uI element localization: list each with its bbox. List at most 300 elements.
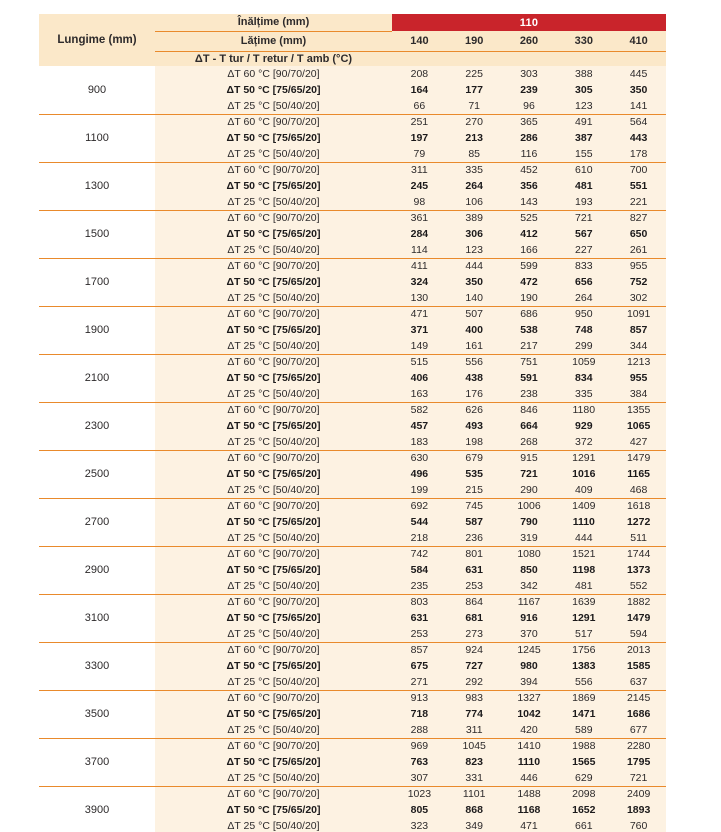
length-cell: 1700	[39, 258, 155, 306]
value-cell: 564	[611, 114, 666, 130]
value-cell: 584	[392, 562, 447, 578]
data-row	[39, 66, 666, 82]
row-label-cell: ΔT 25 °C [50/40/20]	[155, 770, 392, 786]
data-row	[39, 402, 666, 418]
value-cell: 420	[502, 722, 557, 738]
value-cell: 270	[447, 114, 502, 130]
row-label-cell: ΔT 25 °C [50/40/20]	[155, 578, 392, 594]
value-cell: 1110	[502, 754, 557, 770]
value-cell: 2098	[556, 786, 611, 802]
value-cell: 801	[447, 546, 502, 562]
value-cell: 85	[447, 146, 502, 162]
value-cell: 446	[502, 770, 557, 786]
value-cell: 535	[447, 466, 502, 482]
value-cell: 164	[392, 82, 447, 98]
value-cell: 1479	[611, 450, 666, 466]
value-cell: 1652	[556, 802, 611, 818]
value-cell: 955	[611, 370, 666, 386]
value-cell: 406	[392, 370, 447, 386]
row-label-cell: ΔT 50 °C [75/65/20]	[155, 370, 392, 386]
header-row-height	[39, 14, 666, 31]
value-cell: 221	[611, 194, 666, 210]
empty-header-cell	[556, 51, 611, 66]
row-label-cell: ΔT 60 °C [90/70/20]	[155, 354, 392, 370]
row-label-cell: ΔT 50 °C [75/65/20]	[155, 226, 392, 242]
value-cell: 864	[447, 594, 502, 610]
value-cell: 1272	[611, 514, 666, 530]
value-cell: 166	[502, 242, 557, 258]
row-label-cell: ΔT 60 °C [90/70/20]	[155, 450, 392, 466]
value-cell: 471	[392, 306, 447, 322]
value-cell: 268	[502, 434, 557, 450]
value-cell: 284	[392, 226, 447, 242]
value-cell: 2013	[611, 642, 666, 658]
value-cell: 1744	[611, 546, 666, 562]
value-cell: 1101	[447, 786, 502, 802]
value-cell: 1023	[392, 786, 447, 802]
value-cell: 123	[556, 98, 611, 114]
value-cell: 556	[447, 354, 502, 370]
row-label-cell: ΔT 50 °C [75/65/20]	[155, 706, 392, 722]
value-cell: 225	[447, 66, 502, 82]
value-cell: 752	[611, 274, 666, 290]
value-cell: 679	[447, 450, 502, 466]
value-cell: 335	[447, 162, 502, 178]
value-cell: 637	[611, 674, 666, 690]
value-cell: 1327	[502, 690, 557, 706]
value-cell: 552	[611, 578, 666, 594]
row-label-cell: ΔT 50 °C [75/65/20]	[155, 802, 392, 818]
length-cell: 2900	[39, 546, 155, 594]
value-cell: 721	[502, 466, 557, 482]
value-cell: 468	[611, 482, 666, 498]
value-cell: 846	[502, 402, 557, 418]
value-cell: 661	[556, 818, 611, 832]
value-cell: 79	[392, 146, 447, 162]
value-cell: 1045	[447, 738, 502, 754]
value-cell: 833	[556, 258, 611, 274]
row-label-cell: ΔT 25 °C [50/40/20]	[155, 722, 392, 738]
value-cell: 394	[502, 674, 557, 690]
value-cell: 443	[611, 130, 666, 146]
value-cell: 1091	[611, 306, 666, 322]
length-cell: 2100	[39, 354, 155, 402]
value-cell: 161	[447, 338, 502, 354]
value-cell: 692	[392, 498, 447, 514]
value-cell: 106	[447, 194, 502, 210]
value-cell: 805	[392, 802, 447, 818]
value-cell: 215	[447, 482, 502, 498]
value-cell: 177	[447, 82, 502, 98]
value-cell: 515	[392, 354, 447, 370]
data-row	[39, 258, 666, 274]
empty-header-cell	[502, 51, 557, 66]
value-cell: 850	[502, 562, 557, 578]
value-cell: 245	[392, 178, 447, 194]
value-cell: 311	[392, 162, 447, 178]
row-label-cell: ΔT 25 °C [50/40/20]	[155, 98, 392, 114]
empty-header-cell	[447, 51, 502, 66]
value-cell: 350	[611, 82, 666, 98]
length-cell: 2700	[39, 498, 155, 546]
value-cell: 218	[392, 530, 447, 546]
row-label-cell: ΔT 60 °C [90/70/20]	[155, 306, 392, 322]
width-header: 410	[611, 31, 666, 51]
value-cell: 1180	[556, 402, 611, 418]
value-cell: 412	[502, 226, 557, 242]
value-cell: 444	[447, 258, 502, 274]
value-cell: 591	[502, 370, 557, 386]
value-cell: 1016	[556, 466, 611, 482]
value-cell: 305	[556, 82, 611, 98]
value-cell: 916	[502, 610, 557, 626]
value-cell: 190	[502, 290, 557, 306]
data-row	[39, 162, 666, 178]
value-cell: 445	[611, 66, 666, 82]
value-cell: 742	[392, 546, 447, 562]
length-cell: 3500	[39, 690, 155, 738]
value-cell: 1042	[502, 706, 557, 722]
data-row	[39, 642, 666, 658]
value-cell: 496	[392, 466, 447, 482]
row-label-cell: ΔT 60 °C [90/70/20]	[155, 210, 392, 226]
value-cell: 721	[611, 770, 666, 786]
data-row	[39, 786, 666, 802]
value-cell: 567	[556, 226, 611, 242]
value-cell: 1893	[611, 802, 666, 818]
row-label-cell: ΔT 50 °C [75/65/20]	[155, 418, 392, 434]
value-cell: 116	[502, 146, 557, 162]
value-cell: 721	[556, 210, 611, 226]
row-label-cell: ΔT 50 °C [75/65/20]	[155, 274, 392, 290]
value-cell: 1686	[611, 706, 666, 722]
value-cell: 208	[392, 66, 447, 82]
value-cell: 227	[556, 242, 611, 258]
width-header: 330	[556, 31, 611, 51]
row-label-cell: ΔT 25 °C [50/40/20]	[155, 626, 392, 642]
value-cell: 913	[392, 690, 447, 706]
row-label-cell: ΔT 25 °C [50/40/20]	[155, 242, 392, 258]
row-label-cell: ΔT 50 °C [75/65/20]	[155, 178, 392, 194]
value-cell: 66	[392, 98, 447, 114]
value-cell: 335	[556, 386, 611, 402]
value-cell: 299	[556, 338, 611, 354]
lungime-header: Lungime (mm)	[39, 14, 155, 66]
height-value-banner: 110	[392, 14, 666, 31]
value-cell: 427	[611, 434, 666, 450]
row-label-cell: ΔT 25 °C [50/40/20]	[155, 482, 392, 498]
value-cell: 929	[556, 418, 611, 434]
value-cell: 980	[502, 658, 557, 674]
value-cell: 1988	[556, 738, 611, 754]
value-cell: 1479	[611, 610, 666, 626]
value-cell: 387	[556, 130, 611, 146]
value-cell: 1882	[611, 594, 666, 610]
value-cell: 213	[447, 130, 502, 146]
value-cell: 582	[392, 402, 447, 418]
value-cell: 507	[447, 306, 502, 322]
row-label-cell: ΔT 60 °C [90/70/20]	[155, 66, 392, 82]
value-cell: 950	[556, 306, 611, 322]
value-cell: 290	[502, 482, 557, 498]
value-cell: 1618	[611, 498, 666, 514]
row-label-cell: ΔT 25 °C [50/40/20]	[155, 338, 392, 354]
value-cell: 790	[502, 514, 557, 530]
value-cell: 389	[447, 210, 502, 226]
value-cell: 650	[611, 226, 666, 242]
value-cell: 681	[447, 610, 502, 626]
radiator-output-table	[39, 14, 666, 832]
value-cell: 261	[611, 242, 666, 258]
value-cell: 411	[392, 258, 447, 274]
value-cell: 356	[502, 178, 557, 194]
value-cell: 1585	[611, 658, 666, 674]
value-cell: 123	[447, 242, 502, 258]
value-cell: 349	[447, 818, 502, 832]
value-cell: 253	[392, 626, 447, 642]
row-label-cell: ΔT 60 °C [90/70/20]	[155, 162, 392, 178]
value-cell: 472	[502, 274, 557, 290]
value-cell: 1245	[502, 642, 557, 658]
value-cell: 491	[556, 114, 611, 130]
value-cell: 1110	[556, 514, 611, 530]
data-row	[39, 306, 666, 322]
value-cell: 857	[392, 642, 447, 658]
latime-header: Lățime (mm)	[155, 31, 392, 51]
value-cell: 1168	[502, 802, 557, 818]
value-cell: 983	[447, 690, 502, 706]
data-row	[39, 594, 666, 610]
value-cell: 141	[611, 98, 666, 114]
value-cell: 675	[392, 658, 447, 674]
value-cell: 493	[447, 418, 502, 434]
width-header: 190	[447, 31, 502, 51]
width-header: 260	[502, 31, 557, 51]
row-label-cell: ΔT 50 °C [75/65/20]	[155, 322, 392, 338]
value-cell: 1409	[556, 498, 611, 514]
value-cell: 1198	[556, 562, 611, 578]
value-cell: 677	[611, 722, 666, 738]
value-cell: 163	[392, 386, 447, 402]
length-cell: 900	[39, 66, 155, 114]
radiator-output-table-wrap	[39, 14, 666, 832]
length-cell: 3900	[39, 786, 155, 832]
length-cell: 1300	[39, 162, 155, 210]
row-label-cell: ΔT 50 °C [75/65/20]	[155, 514, 392, 530]
value-cell: 155	[556, 146, 611, 162]
length-cell: 1100	[39, 114, 155, 162]
value-cell: 1795	[611, 754, 666, 770]
value-cell: 827	[611, 210, 666, 226]
value-cell: 302	[611, 290, 666, 306]
value-cell: 538	[502, 322, 557, 338]
row-label-cell: ΔT 25 °C [50/40/20]	[155, 674, 392, 690]
value-cell: 868	[447, 802, 502, 818]
value-cell: 303	[502, 66, 557, 82]
value-cell: 438	[447, 370, 502, 386]
value-cell: 342	[502, 578, 557, 594]
value-cell: 197	[392, 130, 447, 146]
value-cell: 235	[392, 578, 447, 594]
value-cell: 311	[447, 722, 502, 738]
value-cell: 823	[447, 754, 502, 770]
row-label-cell: ΔT 25 °C [50/40/20]	[155, 146, 392, 162]
row-label-cell: ΔT 25 °C [50/40/20]	[155, 530, 392, 546]
value-cell: 176	[447, 386, 502, 402]
row-label-cell: ΔT 60 °C [90/70/20]	[155, 594, 392, 610]
value-cell: 409	[556, 482, 611, 498]
value-cell: 915	[502, 450, 557, 466]
value-cell: 350	[447, 274, 502, 290]
value-cell: 178	[611, 146, 666, 162]
value-cell: 626	[447, 402, 502, 418]
value-cell: 370	[502, 626, 557, 642]
value-cell: 273	[447, 626, 502, 642]
value-cell: 481	[556, 578, 611, 594]
value-cell: 98	[392, 194, 447, 210]
value-cell: 1471	[556, 706, 611, 722]
value-cell: 857	[611, 322, 666, 338]
value-cell: 361	[392, 210, 447, 226]
value-cell: 114	[392, 242, 447, 258]
row-label-cell: ΔT 60 °C [90/70/20]	[155, 402, 392, 418]
data-row	[39, 546, 666, 562]
value-cell: 400	[447, 322, 502, 338]
value-cell: 1059	[556, 354, 611, 370]
value-cell: 630	[392, 450, 447, 466]
value-cell: 760	[611, 818, 666, 832]
value-cell: 286	[502, 130, 557, 146]
value-cell: 1521	[556, 546, 611, 562]
value-cell: 307	[392, 770, 447, 786]
value-cell: 193	[556, 194, 611, 210]
value-cell: 183	[392, 434, 447, 450]
value-cell: 1639	[556, 594, 611, 610]
value-cell: 365	[502, 114, 557, 130]
empty-header-cell	[392, 51, 447, 66]
value-cell: 834	[556, 370, 611, 386]
value-cell: 631	[447, 562, 502, 578]
value-cell: 664	[502, 418, 557, 434]
data-row	[39, 498, 666, 514]
value-cell: 748	[556, 322, 611, 338]
row-label-cell: ΔT 60 °C [90/70/20]	[155, 786, 392, 802]
value-cell: 331	[447, 770, 502, 786]
row-label-cell: ΔT 50 °C [75/65/20]	[155, 466, 392, 482]
row-label-cell: ΔT 50 °C [75/65/20]	[155, 610, 392, 626]
value-cell: 384	[611, 386, 666, 402]
value-cell: 198	[447, 434, 502, 450]
value-cell: 751	[502, 354, 557, 370]
value-cell: 471	[502, 818, 557, 832]
length-cell: 1900	[39, 306, 155, 354]
table-header	[39, 14, 666, 66]
value-cell: 1167	[502, 594, 557, 610]
row-label-cell: ΔT 50 °C [75/65/20]	[155, 658, 392, 674]
row-label-cell: ΔT 25 °C [50/40/20]	[155, 818, 392, 832]
row-label-cell: ΔT 50 °C [75/65/20]	[155, 562, 392, 578]
value-cell: 236	[447, 530, 502, 546]
value-cell: 589	[556, 722, 611, 738]
value-cell: 149	[392, 338, 447, 354]
length-cell: 2300	[39, 402, 155, 450]
value-cell: 1756	[556, 642, 611, 658]
value-cell: 718	[392, 706, 447, 722]
value-cell: 594	[611, 626, 666, 642]
value-cell: 457	[392, 418, 447, 434]
value-cell: 2145	[611, 690, 666, 706]
row-label-cell: ΔT 50 °C [75/65/20]	[155, 130, 392, 146]
value-cell: 1373	[611, 562, 666, 578]
value-cell: 1006	[502, 498, 557, 514]
value-cell: 71	[447, 98, 502, 114]
row-label-cell: ΔT 60 °C [90/70/20]	[155, 546, 392, 562]
value-cell: 324	[392, 274, 447, 290]
value-cell: 1565	[556, 754, 611, 770]
value-cell: 2280	[611, 738, 666, 754]
value-cell: 556	[556, 674, 611, 690]
value-cell: 955	[611, 258, 666, 274]
value-cell: 199	[392, 482, 447, 498]
row-label-cell: ΔT 60 °C [90/70/20]	[155, 498, 392, 514]
value-cell: 544	[392, 514, 447, 530]
data-row	[39, 450, 666, 466]
length-cell: 3700	[39, 738, 155, 786]
value-cell: 143	[502, 194, 557, 210]
table-body	[39, 66, 666, 832]
row-label-cell: ΔT 60 °C [90/70/20]	[155, 258, 392, 274]
value-cell: 511	[611, 530, 666, 546]
value-cell: 686	[502, 306, 557, 322]
value-cell: 388	[556, 66, 611, 82]
length-cell: 1500	[39, 210, 155, 258]
value-cell: 130	[392, 290, 447, 306]
value-cell: 452	[502, 162, 557, 178]
value-cell: 774	[447, 706, 502, 722]
value-cell: 251	[392, 114, 447, 130]
value-cell: 344	[611, 338, 666, 354]
length-cell: 3100	[39, 594, 155, 642]
value-cell: 1165	[611, 466, 666, 482]
value-cell: 288	[392, 722, 447, 738]
value-cell: 525	[502, 210, 557, 226]
row-label-cell: ΔT 50 °C [75/65/20]	[155, 82, 392, 98]
value-cell: 1488	[502, 786, 557, 802]
value-cell: 371	[392, 322, 447, 338]
data-row	[39, 738, 666, 754]
value-cell: 610	[556, 162, 611, 178]
value-cell: 481	[556, 178, 611, 194]
row-label-cell: ΔT 60 °C [90/70/20]	[155, 738, 392, 754]
value-cell: 2409	[611, 786, 666, 802]
data-row	[39, 354, 666, 370]
value-cell: 306	[447, 226, 502, 242]
data-row	[39, 114, 666, 130]
value-cell: 253	[447, 578, 502, 594]
value-cell: 656	[556, 274, 611, 290]
value-cell: 969	[392, 738, 447, 754]
value-cell: 1355	[611, 402, 666, 418]
value-cell: 1291	[556, 610, 611, 626]
empty-header-cell	[611, 51, 666, 66]
value-cell: 264	[447, 178, 502, 194]
length-cell: 3300	[39, 642, 155, 690]
row-label-cell: ΔT 60 °C [90/70/20]	[155, 114, 392, 130]
value-cell: 319	[502, 530, 557, 546]
value-cell: 264	[556, 290, 611, 306]
value-cell: 517	[556, 626, 611, 642]
value-cell: 803	[392, 594, 447, 610]
